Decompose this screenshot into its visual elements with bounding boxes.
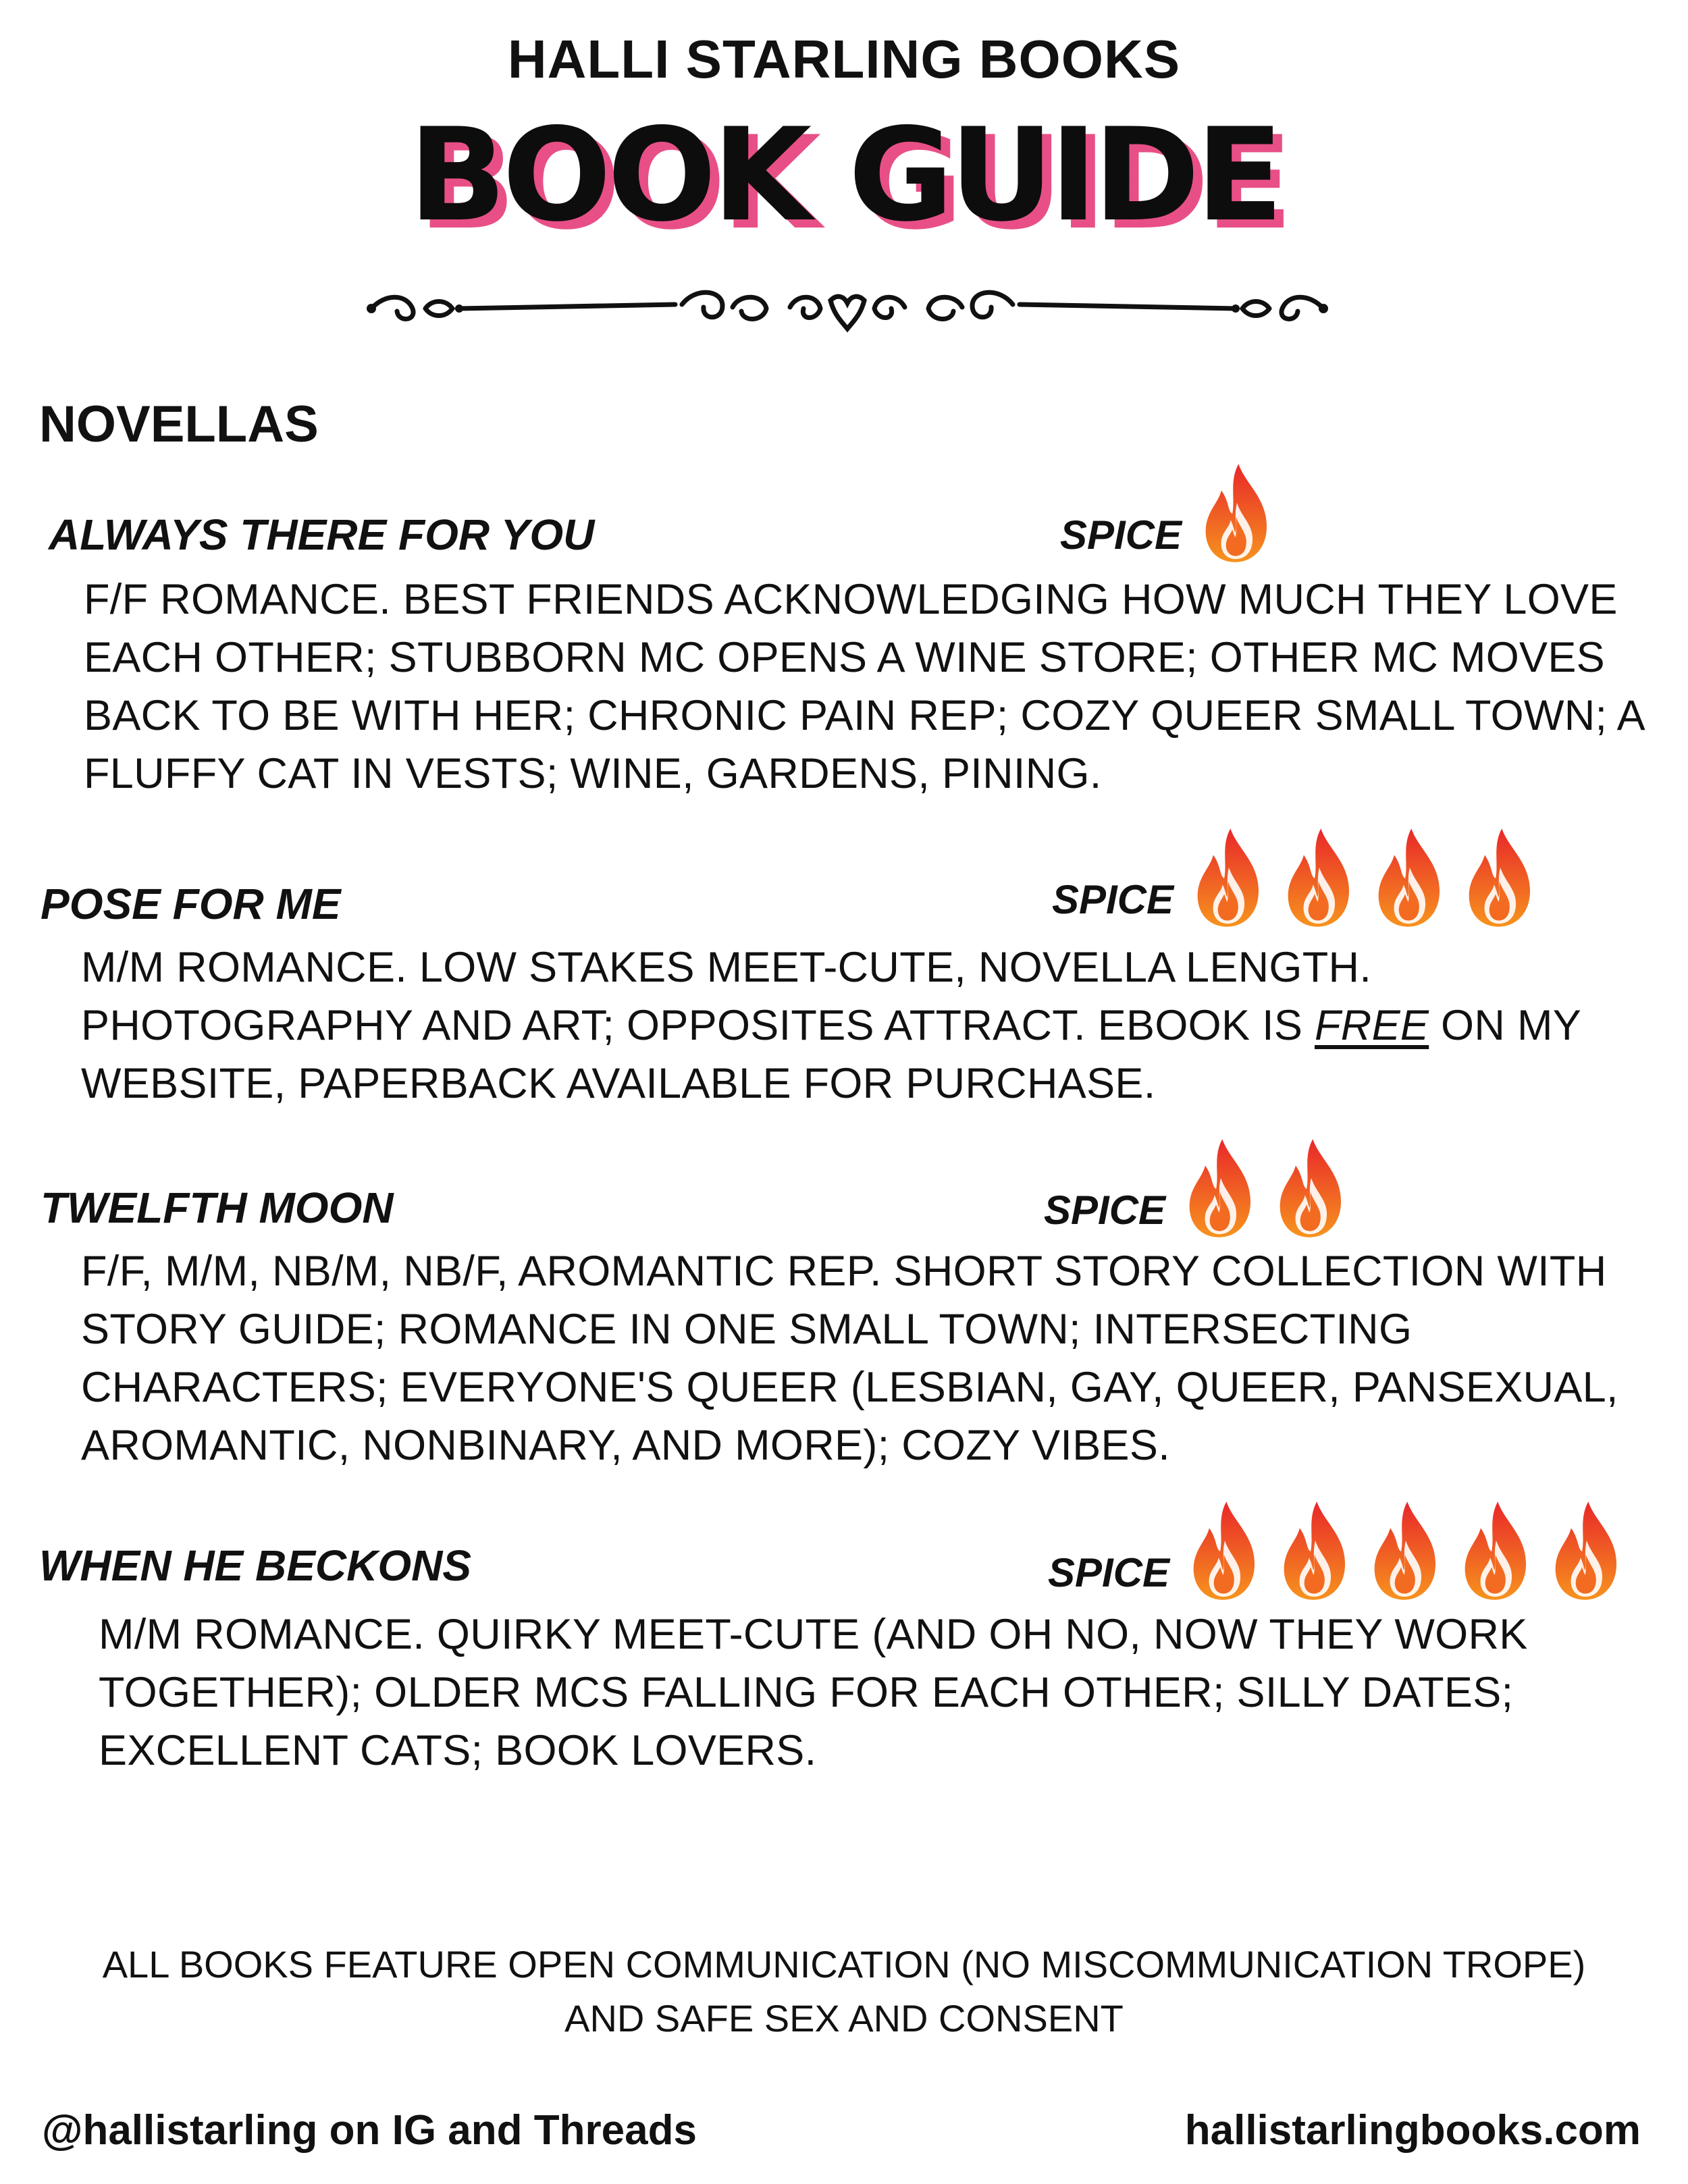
flame-icon [1369,827,1450,928]
book-description [81,1242,1618,1474]
flame-icon [1275,1500,1356,1601]
description-line: BACK TO BE WITH HER; CHRONIC PAIN REP; COZY QUEER SMALL TOWN; A [84,692,1645,739]
spice-label: SPICE [1048,1550,1170,1595]
description-line: AROMANTIC, NONBINARY, AND MORE); COZY VIBES. [81,1422,1170,1469]
book-title: TWELFTH MOON [41,1183,394,1232]
description-line: WEBSITE, PAPERBACK AVAILABLE FOR PURCHASE. [81,1060,1156,1107]
spice-label: SPICE [1060,512,1182,558]
book-description [84,570,1645,803]
footnote-line: AND SAFE SEX AND CONSENT [564,1997,1124,2040]
flame-icon [1365,1500,1446,1601]
website-link[interactable]: hallistarlingbooks.com [1184,2107,1641,2154]
spice-rating [1052,827,1541,928]
book-description [99,1605,1528,1780]
description-line: M/M ROMANCE. QUIRKY MEET-CUTE (AND OH NO, NOW THEY WORK [99,1611,1528,1658]
section-heading-novellas: NOVELLAS [39,396,319,453]
spice-rating [1048,1500,1627,1601]
book-description [81,938,1581,1113]
spice-rating [1044,1138,1352,1239]
description-line: STORY GUIDE; ROMANCE IN ONE SMALL TOWN; INTERSECTING [81,1306,1413,1353]
ornamental-divider [358,273,1337,348]
description-line [81,996,1581,1055]
book-title: WHEN HE BECKONS [39,1541,472,1590]
brand-heading: HALLI STARLING BOOKS [507,29,1181,89]
spice-label: SPICE [1052,877,1174,922]
description-line: CHARACTERS; EVERYONE'S QUEER (LESBIAN, GAY, QUEER, PANSEXUAL, [81,1364,1618,1411]
description-line: F/F ROMANCE. BEST FRIENDS ACKNOWLEDGING HOW MUCH THEY LOVE [84,576,1618,623]
description-line: M/M ROMANCE. LOW STAKES MEET-CUTE, NOVELLA LENGTH. [81,944,1372,991]
flame-icon [1196,462,1277,564]
flame-icon [1279,827,1360,928]
footnote-line: ALL BOOKS FEATURE OPEN COMMUNICATION (NO MISCOMMUNICATION TROPE) [102,1943,1586,1986]
book-title: POSE FOR ME [41,880,341,928]
description-line: TOGETHER); OLDER MCS FALLING FOR EACH OTHER; SILLY DATES; [99,1669,1514,1716]
description-line: EXCELLENT CATS; BOOK LOVERS. [99,1727,817,1774]
flame-icon [1188,827,1269,928]
description-text: ON MY [1429,1002,1582,1049]
description-line: FLUFFY CAT IN VESTS; WINE, GARDENS, PINING. [84,750,1102,797]
footnote [0,1938,1688,2046]
free-emphasis: FREE [1315,1002,1429,1049]
page-title: BOOK GUIDE [408,101,1280,250]
description-text: PHOTOGRAPHY AND ART; OPPOSITES ATTRACT. EBOOK IS [81,1002,1315,1049]
description-line: F/F, M/M, NB/M, NB/F, AROMANTIC REP. SHORT STORY COLLECTION WITH [81,1248,1607,1295]
description-line: EACH OTHER; STUBBORN MC OPENS A WINE STORE; OTHER MC MOVES [84,634,1606,681]
flame-icon [1456,1500,1537,1601]
flame-icon [1184,1500,1265,1601]
flame-icon [1546,1500,1627,1601]
book-title: ALWAYS THERE FOR YOU [49,510,595,559]
flame-icon [1460,827,1541,928]
spice-label: SPICE [1044,1188,1166,1233]
social-handle: @hallistarling on IG and Threads [42,2107,697,2154]
flame-icon [1271,1138,1352,1239]
flame-icon [1180,1138,1261,1239]
spice-rating [1060,462,1277,564]
